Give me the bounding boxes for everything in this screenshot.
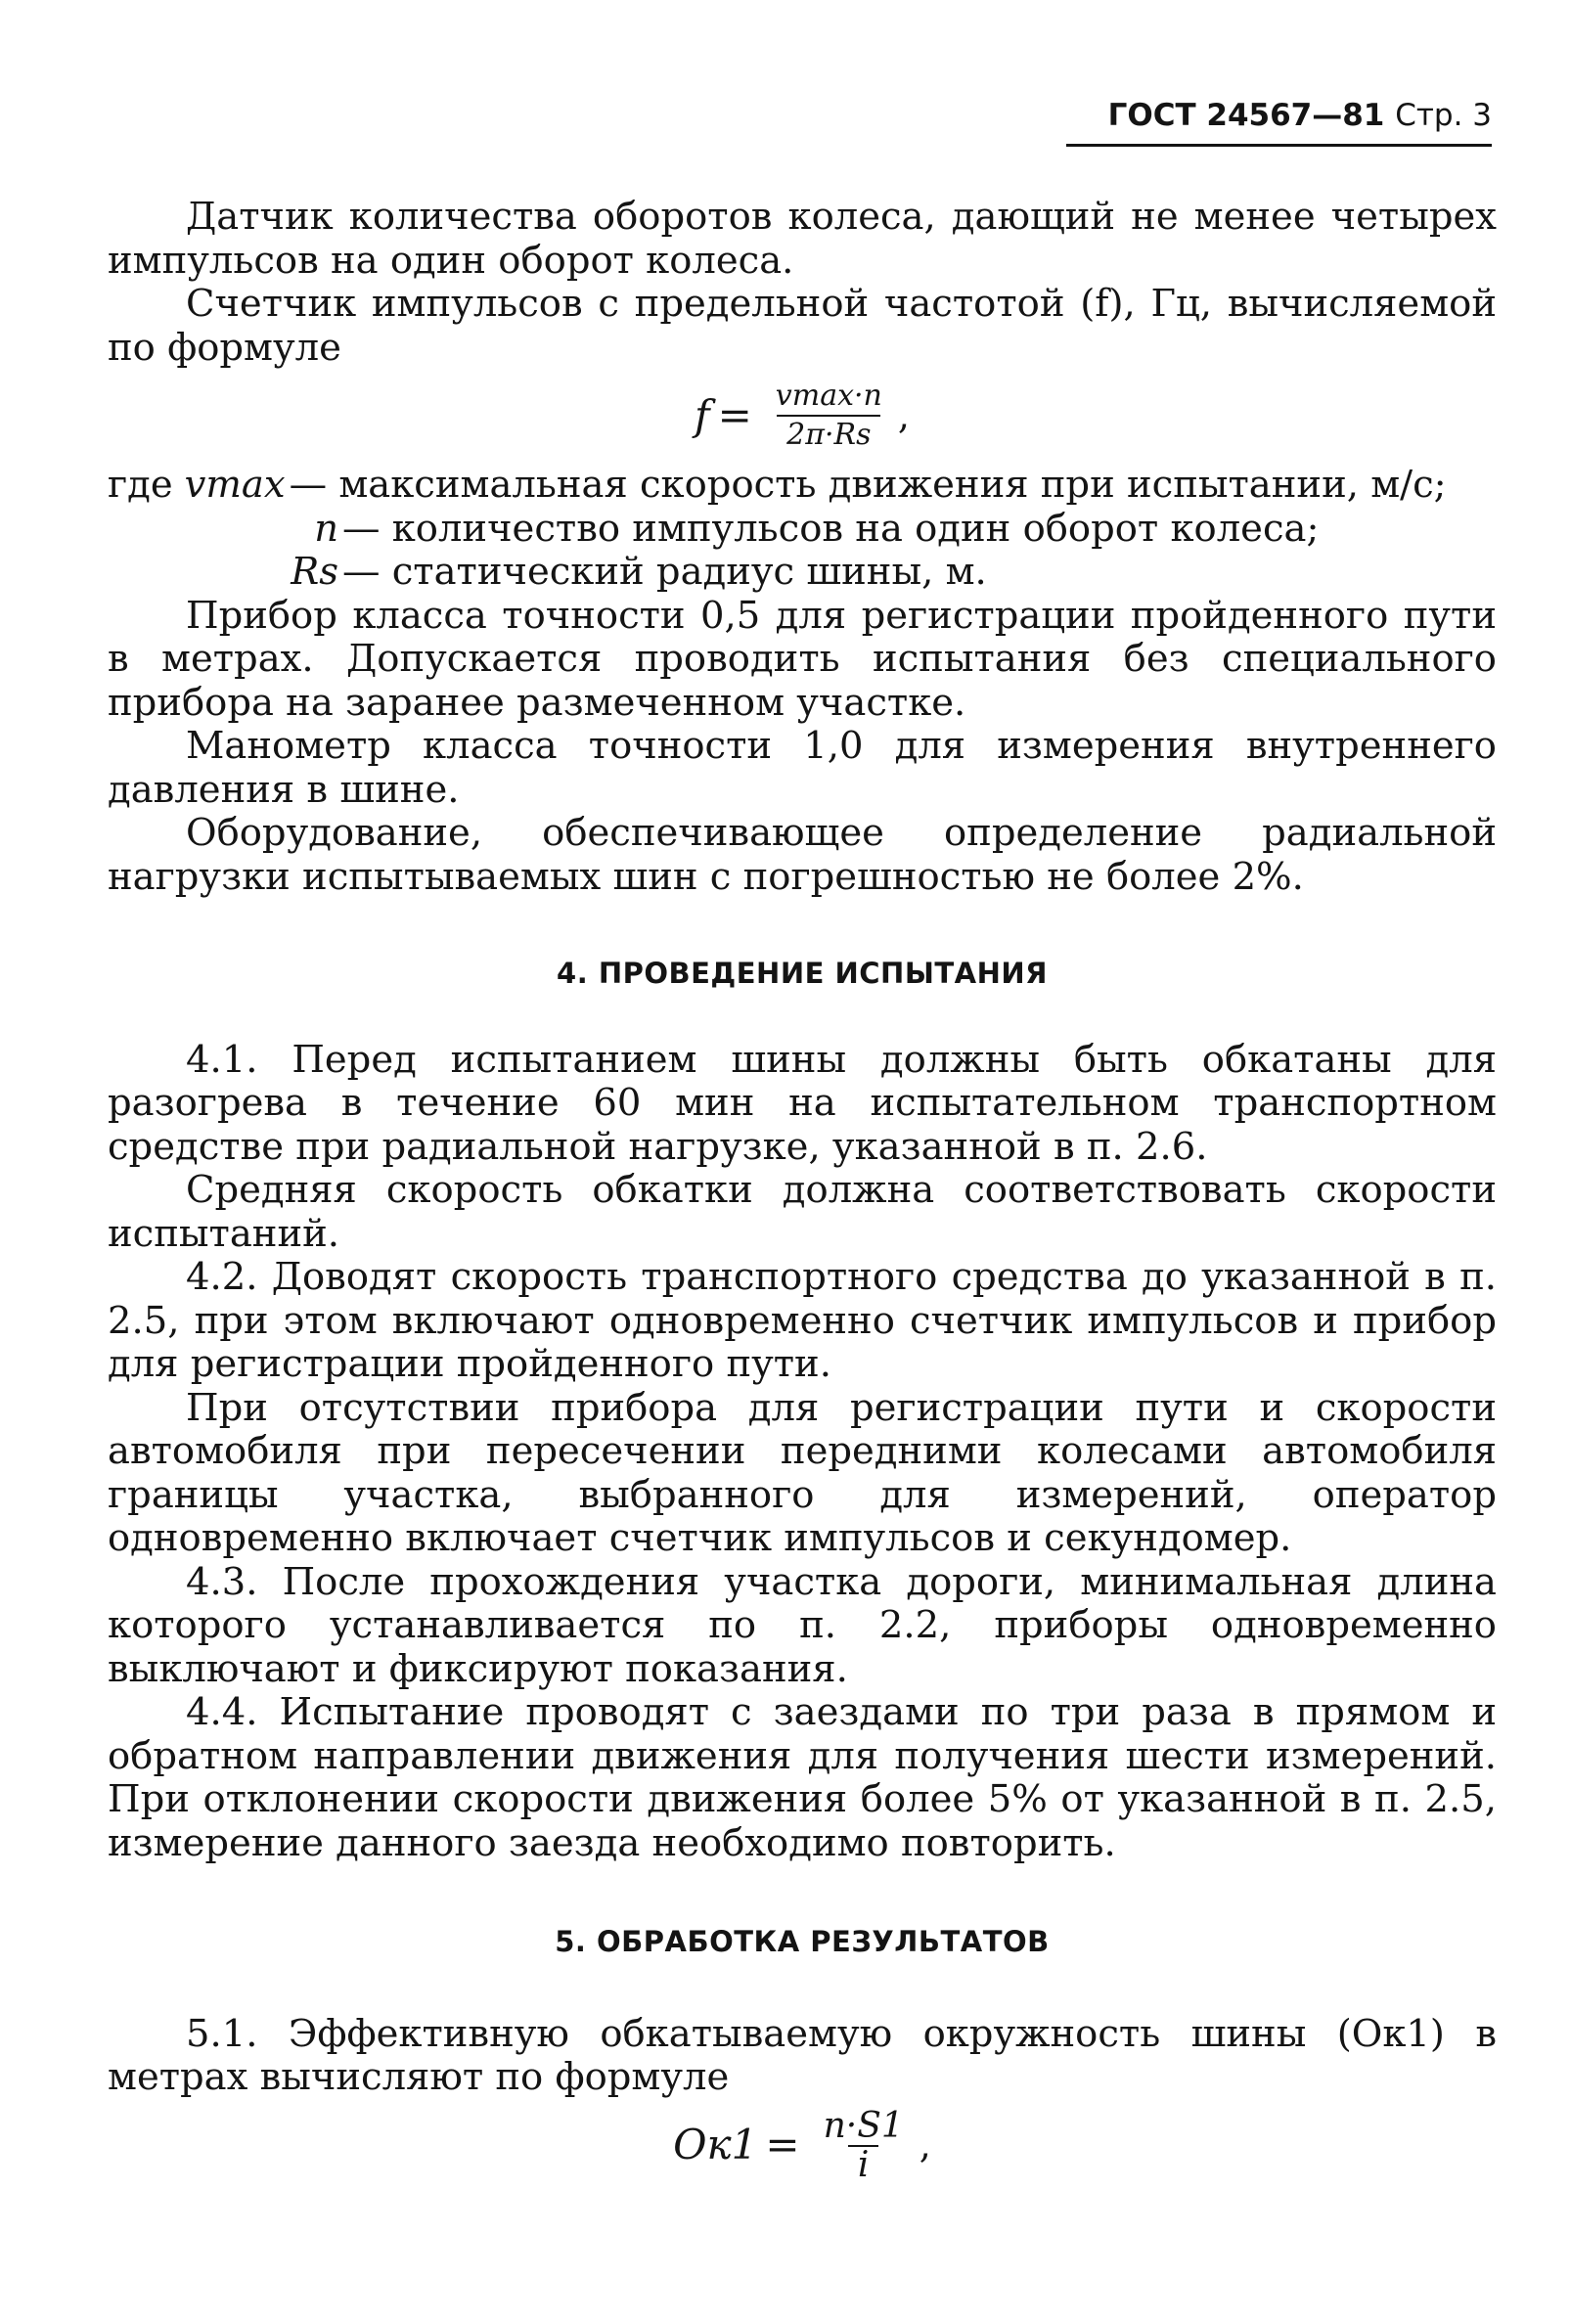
paragraph-4-1: 4.1. Перед испытанием шины должны быть обкатаны для разогрева в течение 60 мин на испытательном транспортном средстве при радиальной нагрузке, указанной в п. 2.6. [108, 1037, 1497, 1169]
paragraph-4-4: 4.4. Испытание проводят с заездами по три раза в прямом и обратном направлении движения для получения шести измерений. При отклонении скорости движения более 5% от указанной в п. 2.5, измерение данного заезда необходимо повторить. [108, 1690, 1497, 1865]
paragraph-4-1-speed: Средняя скорость обкатки должна соответствовать скорости испытаний. [108, 1168, 1497, 1256]
header-rule [1066, 144, 1492, 147]
formula-comma: , [919, 2123, 931, 2168]
equals-sign: = [717, 390, 752, 439]
section-4-title: 4. ПРОВЕДЕНИЕ ИСПЫТАНИЯ [557, 957, 1048, 990]
legend-row-vmax [108, 464, 1497, 508]
formula-circumference-fraction [814, 2105, 914, 2185]
paragraph-manometer: Манометр класса точности 1,0 для измерения внутреннего давления в шине. [108, 724, 1497, 812]
paragraph-distance-meter: Прибор класса точности 0,5 для регистрации пройденного пути в метрах. Допускается проводить испытания без специального прибора на заранее размеченном участке. [108, 593, 1497, 725]
formula-frequency-numerator: vmax·n [775, 379, 882, 413]
legend-symbol-n: n [314, 506, 338, 551]
legend-symbol-rs: Rs [291, 550, 338, 594]
formula-frequency [108, 378, 1497, 454]
legend-row-rs [108, 551, 1497, 595]
legend-desc-n: — количество импульсов на один оборот колеса; [342, 506, 1320, 551]
legend-row-n [108, 508, 1497, 552]
section-5-title: 5. ОБРАБОТКА РЕЗУЛЬТАТОВ [555, 1925, 1050, 1958]
formula-legend [108, 464, 1497, 595]
paragraph-4-3: 4.3. После прохождения участка дороги, минимальная длина которого устанавливается по п. 2.2, приборы одновременно выключают и фиксируют показания. [108, 1559, 1497, 1691]
formula-frequency-fraction [766, 378, 892, 454]
page-header [1066, 96, 1492, 147]
paragraph-5-1: 5.1. Эффективную обкатываемую окружность шины (Oк1) в метрах вычисляют по формуле [108, 2011, 1497, 2099]
formula-circumference-lhs: Oк1 [673, 2121, 758, 2169]
paragraph-pulse-counter: Счетчик импульсов с предельной частотой (f), Гц, вычисляемой по формуле [108, 282, 1497, 370]
legend-desc-rs: — статический радиус шины, м. [342, 550, 987, 594]
equals-sign: = [765, 2121, 800, 2169]
paragraph-4-2-no-device: При отсутствии прибора для регистрации пути и скорости автомобиля при пересечении передними колесами автомобиля границы участка, выбранного для измерений, оператор одновременно включает счетчик импульсов и секундомер. [108, 1385, 1497, 1560]
standard-number: ГОСТ 24567—81 [1107, 98, 1385, 133]
legend-desc-vmax: — максимальная скорость движения при испытании, м/с; [289, 463, 1447, 507]
paragraph-4-2: 4.2. Доводят скорость транспортного средства до указанной в п. 2.5, при этом включают одновременно счетчик импульсов и прибор для регистрации пройденного пути. [108, 1255, 1497, 1386]
legend-symbol-vmax: vmax [184, 463, 286, 507]
page-number: Стр. 3 [1395, 98, 1492, 133]
formula-circumference-numerator: n·S1 [823, 2105, 904, 2146]
formula-comma: , [897, 393, 910, 437]
formula-frequency-denominator: 2π·Rs [777, 415, 880, 454]
formula-frequency-lhs: f [695, 390, 710, 439]
formula-circumference [108, 2105, 1497, 2185]
formula-circumference-denominator: i [848, 2145, 879, 2184]
page-body [108, 196, 1497, 2194]
paragraph-load-equipment: Оборудование, обеспечивающее определение радиальной нагрузки испытываемых шин с погрешностью не более 2%. [108, 811, 1497, 899]
legend-where: где [108, 463, 173, 507]
paragraph-wheel-sensor: Датчик количества оборотов колеса, дающий не менее четырех импульсов на один оборот колеса. [108, 195, 1497, 283]
